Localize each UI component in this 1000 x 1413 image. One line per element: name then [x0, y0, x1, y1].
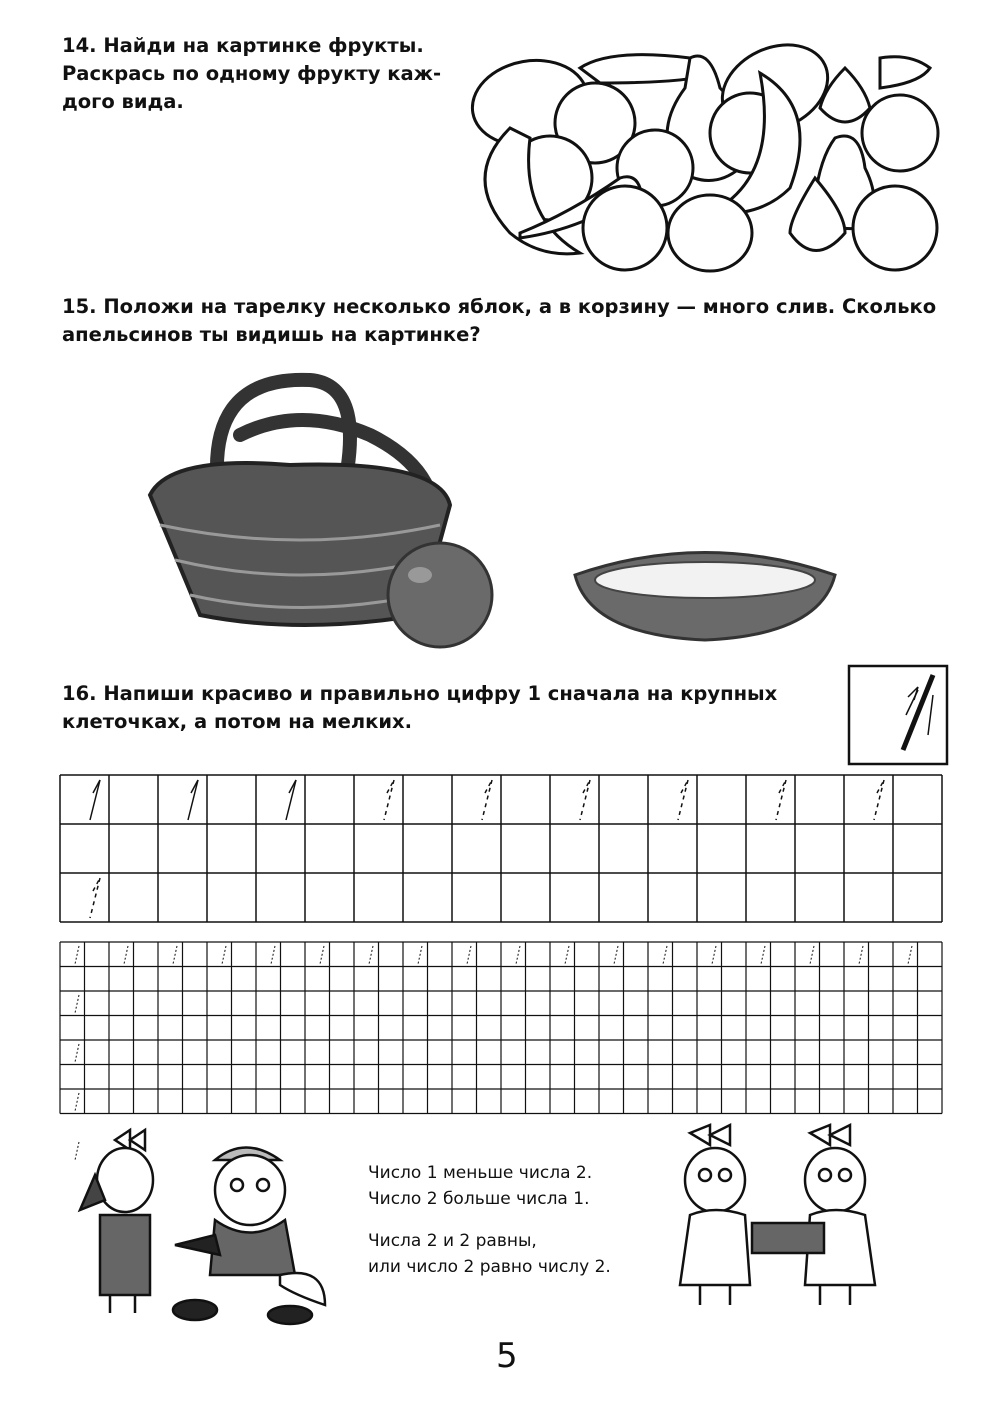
- digit-one-trace: [188, 780, 198, 820]
- page-number: 5: [496, 1336, 518, 1376]
- task-14-line-3: дого вида.: [62, 90, 184, 113]
- comparison-less: Число 1 меньше числа 2.: [368, 1163, 593, 1183]
- plum-shape: [862, 95, 938, 171]
- digit-one-trace: [418, 946, 422, 964]
- apple-shape: [853, 186, 937, 270]
- task-15-line-2: апельсинов ты видишь на картинке?: [62, 323, 481, 346]
- digit-one-trace: [75, 1044, 79, 1062]
- digit-one-trace: [90, 878, 100, 918]
- digit-one-trace: [222, 946, 226, 964]
- digit-one-trace: [678, 780, 688, 820]
- comparison-text: [368, 1160, 611, 1280]
- digit-one-trace: [369, 946, 373, 964]
- basket-illustration: [140, 365, 510, 655]
- digit-one-trace: [320, 946, 324, 964]
- comparison-equal-1: Числа 2 и 2 равны,: [368, 1231, 537, 1251]
- digit-one-trace: [75, 1093, 79, 1111]
- cartoon-characters-right: [670, 1125, 910, 1325]
- cartoon-characters-left: [75, 1125, 335, 1325]
- digit-one-trace: [482, 780, 492, 820]
- potato-bottom-shape: [668, 195, 752, 271]
- digit-one-sample-box: [848, 665, 948, 765]
- task-15-text: [62, 293, 972, 349]
- digit-one-trace: [810, 946, 814, 964]
- digit-one-trace: [580, 780, 590, 820]
- comparison-more: Число 2 больше числа 1.: [368, 1189, 590, 1209]
- task-14-line-2: Раскрась по одному фрукту каж-: [62, 62, 442, 85]
- digit-one-trace: [874, 780, 884, 820]
- digit-one-trace: [90, 780, 100, 820]
- digit-one-trace: [776, 780, 786, 820]
- digit-one-trace: [173, 946, 177, 964]
- digit-one-trace: [908, 946, 912, 964]
- task-14-text: [62, 32, 441, 116]
- task-14-line-1: 14. Найди на картинке фрукты.: [62, 34, 424, 57]
- digit-one-trace: [663, 946, 667, 964]
- digit-one-trace: [467, 946, 471, 964]
- digit-one-trace: [124, 946, 128, 964]
- orange-shape: [388, 543, 492, 647]
- digit-one-trace: [565, 946, 569, 964]
- task-16-line-1: 16. Напиши красиво и правильно цифру 1 сначала на крупных: [62, 682, 778, 705]
- digit-one-trace: [384, 780, 394, 820]
- digit-one-trace: [271, 946, 275, 964]
- apple-shape: [583, 186, 667, 270]
- large-writing-grid[interactable]: [60, 775, 960, 925]
- plate-illustration: [570, 540, 840, 650]
- digit-one-trace: [75, 995, 79, 1013]
- task-16-text: [62, 680, 777, 736]
- fruit-vegetable-illustration: [460, 28, 950, 268]
- digit-one-trace: [761, 946, 765, 964]
- digit-one-trace: [75, 946, 79, 964]
- digit-one-trace: [516, 946, 520, 964]
- digit-one-trace: [286, 780, 296, 820]
- digit-one-trace: [859, 946, 863, 964]
- task-15-line-1: 15. Положи на тарелку несколько яблок, а в корзину — много слив. Сколько: [62, 295, 937, 318]
- carrot-right-shape: [880, 57, 930, 88]
- digit-one-trace: [614, 946, 618, 964]
- digit-one-trace: [712, 946, 716, 964]
- small-writing-grid[interactable]: [60, 942, 945, 1112]
- comparison-equal-2: или число 2 равно числу 2.: [368, 1257, 611, 1277]
- task-16-line-2: клеточках, а потом на мелких.: [62, 710, 412, 733]
- plate-inner: [595, 562, 815, 598]
